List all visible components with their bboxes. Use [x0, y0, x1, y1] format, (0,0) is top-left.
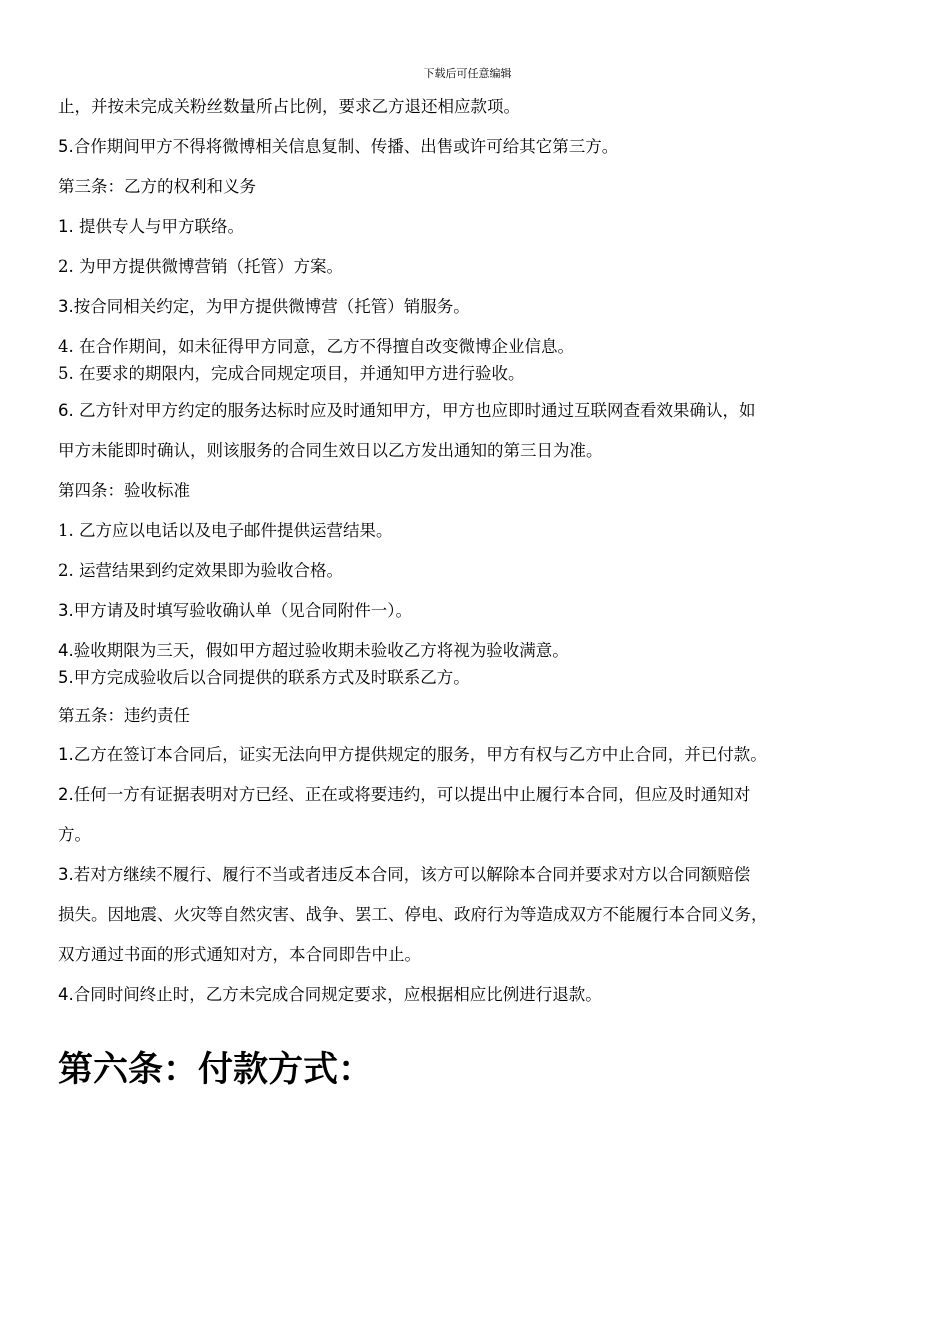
item-number: 5. [58, 137, 74, 156]
item-text: 按合同相关约定，为甲方提供微博营（托管）销服务。 [73, 297, 470, 316]
list-item [58, 560, 343, 582]
section-title [58, 176, 256, 198]
body-line [58, 96, 520, 118]
item-number: 4. [58, 985, 74, 1004]
list-item [58, 600, 412, 622]
list-item [58, 744, 767, 766]
list-item [58, 640, 569, 662]
item-text: 乙方针对甲方约定的服务达标时应及时通知甲方，甲方也应即时通过互联网查看效果确认，如 [73, 401, 756, 420]
body-line [58, 944, 421, 966]
item-number: 1. [58, 217, 74, 236]
item-text: 任何一方有证据表明对方已经、正在或将要违约，可以提出中止履行本合同，但应及时通知对 [73, 785, 751, 804]
item-number: 1. [58, 521, 74, 540]
item-text: 乙方在签订本合同后，证实无法向甲方提供规定的服务，甲方有权与乙方中止合同，并已付款。 [73, 745, 767, 764]
section-heading: 第六条：付款方式： [58, 1050, 374, 1090]
body-line [58, 440, 603, 462]
list-item [58, 296, 470, 318]
item-text: 乙方应以电话以及电子邮件提供运营结果。 [73, 521, 393, 540]
item-number: 4. [58, 337, 74, 356]
item-text: 甲方完成验收后以合同提供的联系方式及时联系乙方。 [73, 668, 470, 687]
body-line [58, 824, 91, 846]
item-text: 甲方未能即时确认，则该服务的合同生效日以乙方发出通知的第三日为准。 [58, 441, 603, 460]
list-item [58, 667, 470, 689]
item-number: 6. [58, 401, 74, 420]
item-text: 第五条：违约责任 [58, 706, 190, 725]
item-text: 在要求的期限内，完成合同规定项目，并通知甲方进行验收。 [73, 364, 525, 383]
item-number: 3. [58, 601, 74, 620]
item-text: 方。 [58, 825, 91, 844]
item-number: 2. [58, 257, 74, 276]
list-item [58, 336, 574, 358]
item-number: 3. [58, 865, 74, 884]
list-item [58, 520, 393, 542]
item-text: 验收期限为三天，假如甲方超过验收期未验收乙方将视为验收满意。 [73, 641, 569, 660]
item-number: 2. [58, 561, 74, 580]
item-text: 为甲方提供微博营销（托管）方案。 [73, 257, 343, 276]
item-number: 1. [58, 745, 74, 764]
item-number: 2. [58, 785, 74, 804]
section-title [58, 705, 190, 727]
item-number: 5. [58, 364, 74, 383]
item-text: 甲方请及时填写验收确认单（见合同附件一）。 [73, 601, 412, 620]
section-title [58, 480, 190, 502]
item-text: 若对方继续不履行、履行不当或者违反本合同，该方可以解除本合同并要求对方以合同额赔偿 [73, 865, 751, 884]
list-item [58, 784, 750, 806]
item-text: 提供专人与甲方联络。 [73, 217, 244, 236]
item-text: 双方通过书面的形式通知对方，本合同即告中止。 [58, 945, 421, 964]
list-item [58, 864, 750, 886]
item-number: 5. [58, 668, 74, 687]
list-item [58, 216, 244, 238]
body-line [58, 904, 768, 926]
item-text: 第三条：乙方的权利和义务 [58, 177, 256, 196]
list-item [58, 400, 756, 422]
list-item [58, 363, 525, 385]
item-number: 4. [58, 641, 74, 660]
list-item [58, 984, 602, 1006]
item-text: 合同时间终止时，乙方未完成合同规定要求，应根据相应比例进行退款。 [73, 985, 602, 1004]
item-text: 合作期间甲方不得将微博相关信息复制、传播、出售或许可给其它第三方。 [73, 137, 619, 156]
item-text: 运营结果到约定效果即为验收合格。 [73, 561, 343, 580]
page-header-note: 下载后可任意编辑 [423, 67, 512, 80]
list-item [58, 256, 343, 278]
item-text: 损失。因地震、火灾等自然灾害、战争、罢工、停电、政府行为等造成双方不能履行本合同义务， [58, 905, 768, 924]
item-number: 3. [58, 297, 74, 316]
item-text: 止，并按未完成关粉丝数量所占比例，要求乙方退还相应款项。 [58, 97, 520, 116]
item-text: 在合作期间，如未征得甲方同意，乙方不得擅自改变微博企业信息。 [73, 337, 574, 356]
list-item [58, 136, 618, 158]
item-text: 第四条：验收标准 [58, 481, 190, 500]
